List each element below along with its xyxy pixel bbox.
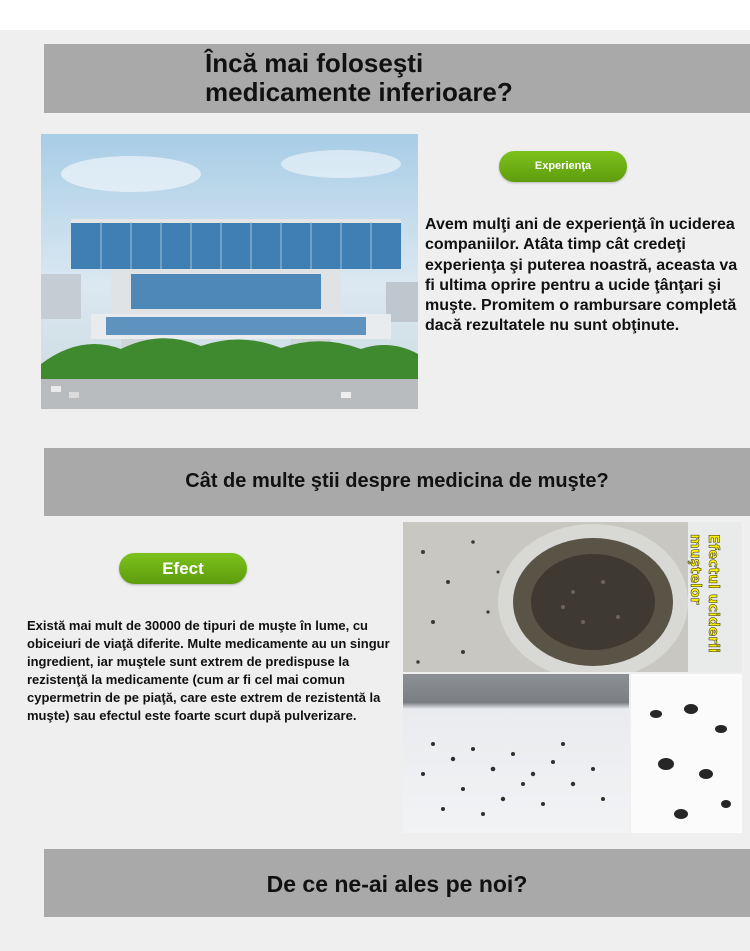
flies-closeup-photo [631, 674, 742, 833]
effect-image-caption-line2: muştelor [687, 534, 703, 605]
effect-text: Există mai mult de 30000 de tipuri de muşte în lume, cu obiceiuri de viaţă diferite. Multe medicamente au un singur ingredient, iar muştele sunt extrem de predispuse la rezistenţă la medicamente (cum ar fi cel mai comun cypermetrin de pe piaţă, care este extrem de rezistentă la muşte) sau efectul este foarte scurt după pulverizare. [27, 618, 390, 724]
footer-title: De ce ne-ai ales pe noi? [266, 871, 528, 897]
header-title [205, 49, 513, 107]
flies-plate-photo [403, 522, 742, 672]
section2-title: Cât de multe ştii despre medicina de muşte? [185, 470, 609, 492]
effect-image-caption-line1: Efectul uciderii [705, 534, 721, 653]
office-building-photo [41, 134, 418, 409]
dead-flies-closeup-icon [631, 674, 742, 833]
building-photo [41, 134, 418, 409]
flies-windowsill-photo [403, 674, 629, 833]
header-title-line2: medicamente inferioare? [205, 77, 513, 107]
dead-flies-plate-icon [403, 522, 742, 672]
header-banner [44, 44, 750, 113]
page-background [0, 30, 750, 951]
effect-badge: Efect [119, 553, 247, 584]
experience-text: Avem mulţi ani de experienţă în uciderea companiilor. Atâta timp cât credeţi experienţa şi puterea noastră, aceasta va fi ultima oprire pentru a ucide ţânţari şi muşte. Promitem o rambursare completă dacă rezultatele nu sunt obţinute. [425, 216, 738, 335]
footer-banner [44, 849, 750, 917]
section2-banner [44, 448, 750, 516]
experience-badge: Experienţa [499, 151, 627, 182]
dead-flies-sill-icon [403, 674, 629, 833]
header-title-line1: Încă mai foloseşti [205, 48, 424, 78]
